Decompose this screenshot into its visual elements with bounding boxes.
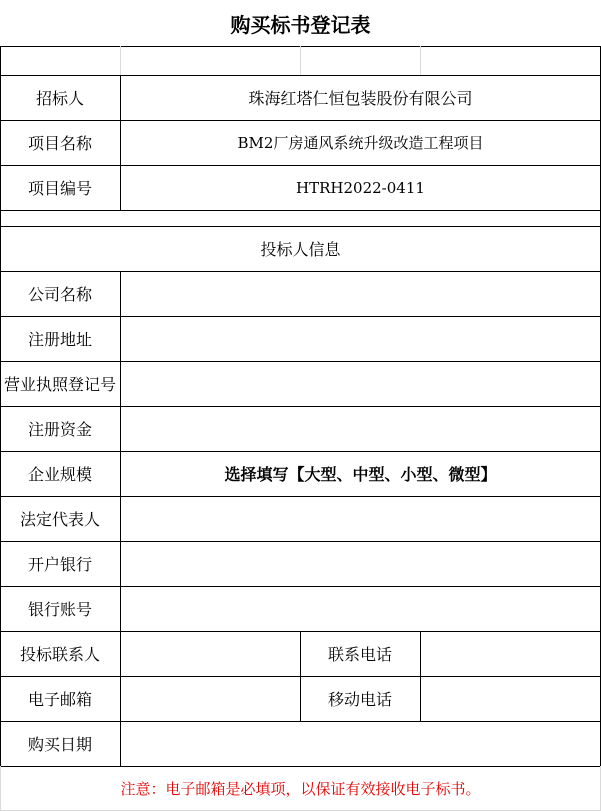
project-name-value: BM2厂房通风系统升级改造工程项目	[237, 134, 484, 152]
bidder-section-title: 投标人信息	[260, 240, 341, 259]
contact-phone-field[interactable]	[421, 632, 600, 676]
email-label: 电子邮箱	[27, 690, 92, 709]
business-license-field[interactable]	[121, 362, 600, 406]
registered-address-label: 注册地址	[27, 330, 92, 349]
business-license-label: 营业执照登记号	[3, 375, 116, 394]
bank-field[interactable]	[121, 542, 600, 586]
bid-contact-label: 投标联系人	[19, 645, 100, 664]
email-field[interactable]	[121, 677, 300, 721]
email-required-note: 注意：电子邮箱是必填项，以保证有效接收电子标书。	[120, 779, 481, 798]
registered-capital-field[interactable]	[121, 407, 600, 451]
company-scale-label: 企业规模	[27, 465, 92, 484]
mobile-label: 移动电话	[327, 690, 392, 709]
project-number-label: 项目编号	[27, 179, 92, 198]
project-name-label: 项目名称	[27, 134, 92, 153]
bank-account-label: 银行账号	[27, 600, 92, 619]
legal-rep-label: 法定代表人	[19, 510, 100, 529]
legal-rep-field[interactable]	[121, 497, 600, 541]
company-name-field[interactable]	[121, 272, 600, 316]
rule	[0, 210, 601, 211]
rule	[420, 46, 421, 75]
mobile-field[interactable]	[421, 677, 600, 721]
tenderer-value: 珠海红塔仁恒包装股份有限公司	[248, 89, 473, 108]
bank-account-field[interactable]	[121, 587, 600, 631]
company-name-label: 公司名称	[27, 285, 92, 304]
tenderer-label: 招标人	[35, 89, 84, 108]
form-title: 购买标书登记表	[230, 12, 371, 37]
registered-capital-label: 注册资金	[27, 420, 92, 439]
registered-address-field[interactable]	[121, 317, 600, 361]
contact-phone-label: 联系电话	[327, 645, 392, 664]
company-scale-value[interactable]: 选择填写【大型、中型、小型、微型】	[224, 465, 497, 484]
bank-label: 开户银行	[27, 555, 92, 574]
rule	[120, 46, 121, 75]
project-number-value: HTRH2022-0411	[296, 178, 425, 197]
purchase-date-label: 购买日期	[27, 735, 92, 754]
rule	[300, 46, 301, 75]
purchase-date-field[interactable]	[121, 722, 600, 766]
bid-contact-field[interactable]	[121, 632, 300, 676]
